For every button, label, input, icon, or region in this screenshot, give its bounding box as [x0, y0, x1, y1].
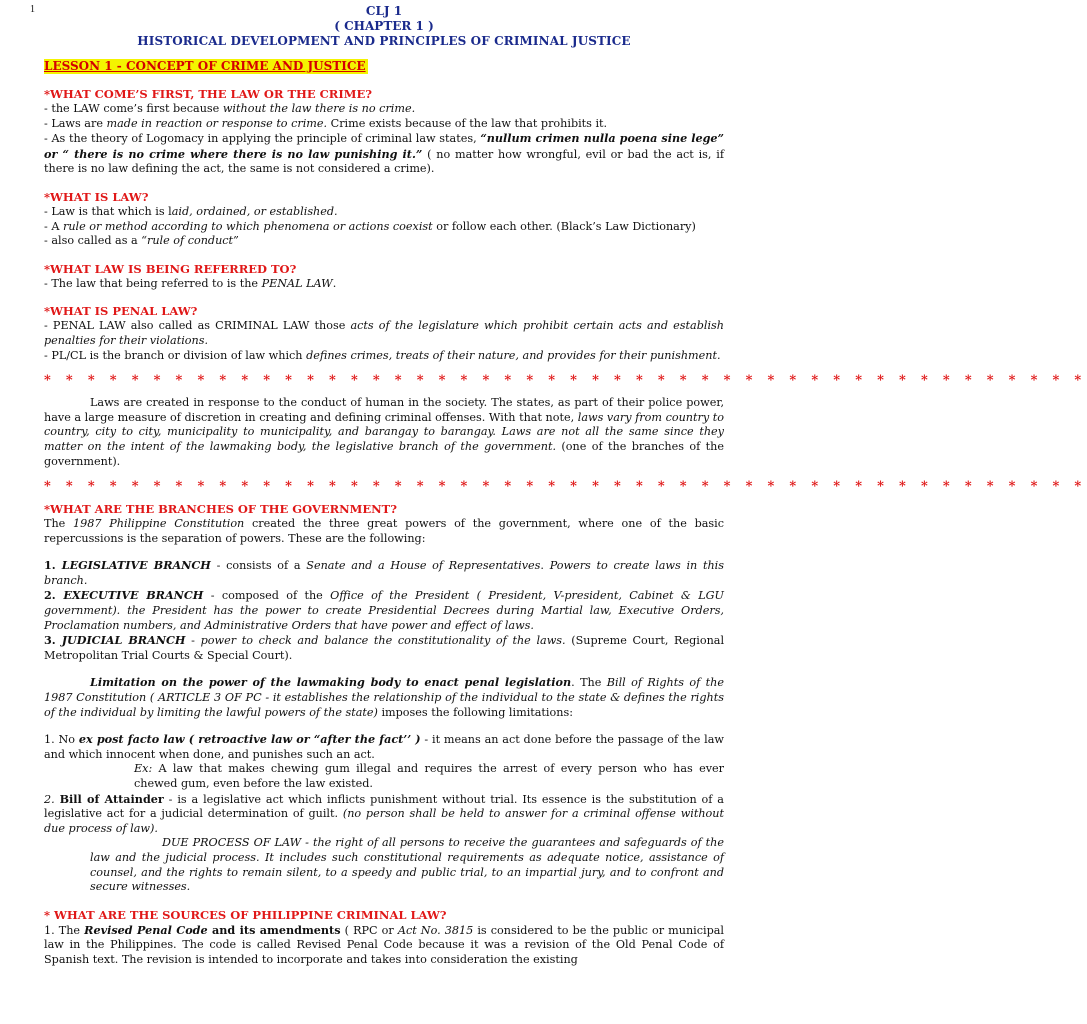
limitation-paragraph: Limitation on the power of the lawmaking body to enact penal legislation. The Bill of Rights of the 1987 Constitution ( ARTICLE 3 OF PC - it establishes the relationship of the individual to the state & defines the rights of the individual by limiting the lawful powers of the state) imposes the following limitations:: [44, 675, 724, 719]
example-chewing-gum: Ex: A law that makes chewing gum illegal and requires the arrest of every person who has ever chewed gum, even before the law existed.: [134, 762, 724, 790]
answer-line: - Law is that which is laid, ordained, or established.: [44, 204, 338, 218]
answer-line: - PENAL LAW also called as CRIMINAL LAW those acts of the legislature which prohibit certain acts and establish penalties for their violations.: [44, 319, 724, 347]
paragraph-laws-created: Laws are created in response to the conduct of human in the society. The states, as part of their police power, have a large measure of discretion in creating and defining criminal offenses. With that note, laws vary from country to country, city to city, municipality to municipality, and barangay to barangay. Laws are not all the same since they matter on the intent of the lawmaking body, the legislative branch of the government. (one of the branches of the government).: [44, 396, 724, 468]
page-number: 1: [30, 4, 35, 15]
answer-line: - A rule or method according to which phenomena or actions coexist or follow each other. (Black’s Law Dictionary): [44, 219, 696, 233]
sources-paragraph: 1. The Revised Penal Code and its amendments ( RPC or Act No. 3815 is considered to be the public or municipal law in the Philippines. The code is called Revised Penal Code because it was a revision of the Old Penal Code of Spanish text. The revision is intended to incorporate and takes into consideration the existing: [44, 922, 724, 966]
answer-line: - The law that being referred to is the PENAL LAW.: [44, 276, 337, 290]
limitation-ex-post-facto: 1. No ex post facto law ( retroactive law or “after the fact’’ ) - it means an act done before the passage of the law and which innocent when done, and punishes such an act.: [44, 732, 725, 761]
question-heading-sources: * WHAT ARE THE SOURCES OF PHILIPPINE CRIMINAL LAW?: [44, 907, 447, 922]
branch-judicial: 3. JUDICIAL BRANCH - power to check and balance the constitutionality of the laws. (Supreme Court, Regional Metropolitan Trial Courts & Special Court).: [44, 633, 725, 662]
answer-line: - also called as a “rule of conduct”: [44, 234, 239, 248]
question-heading-law-referred: *WHAT LAW IS BEING REFERRED TO?: [44, 261, 297, 276]
branches-intro: The 1987 Philippine Constitution created the three great powers of the government, where one of the basic repercussions is the separation of powers. These are the following:: [44, 517, 724, 545]
star-divider: * * * * * * * * * * * * * * * * * * * * * * * * * * * * * * * * * * * * * * * * * * * * * * * *: [44, 479, 1087, 495]
answer-line: - PL/CL is the branch or division of law which defines crimes, treats of their nature, and provides for their punishment.: [44, 348, 721, 362]
chapter-label: ( CHAPTER 1 ): [334, 19, 434, 33]
branch-legislative: 1. LEGISLATIVE BRANCH - consists of a Senate and a House of Representatives. Powers to create laws in this branch.: [44, 558, 724, 587]
answer-line: - the LAW come’s first because without the law there is no crime.: [44, 102, 416, 115]
star-divider: * * * * * * * * * * * * * * * * * * * * * * * * * * * * * * * * * * * * * * * * * * * * * * * *: [44, 373, 1087, 389]
answer-line: - Laws are made in reaction or response to crime. Crime exists because of the law that prohibits it.: [44, 116, 608, 130]
document-page: [44, 4, 1087, 968]
chapter-title: HISTORICAL DEVELOPMENT AND PRINCIPLES OF CRIMINAL JUSTICE: [137, 34, 631, 48]
lesson-title: LESSON 1 - CONCEPT OF CRIME AND JUSTICE: [44, 59, 366, 73]
question-heading-what-is-law: *WHAT IS LAW?: [44, 189, 149, 204]
branch-executive: 2. EXECUTIVE BRANCH - composed of the Office of the President ( President, V-president, Cabinet & LGU government). the President has the power to create Presidential Decrees during Martial law, Executive Orders, Proclamation numbers, and Administrative Orders that have power and effect of laws.: [44, 588, 724, 632]
course-code: CLJ 1: [365, 4, 403, 18]
question-heading-branches: *WHAT ARE THE BRANCHES OF THE GOVERNMENT?: [44, 502, 397, 517]
question-heading-law-or-crime: *WHAT COME’S FIRST, THE LAW OR THE CRIME?: [44, 87, 372, 101]
limitation-bill-of-attainder: 2. Bill of Attainder - is a legislative act which inflicts punishment without trial. Its essence is the substitution of a legislative act for a judicial determination of guilt. (no person shall be held to answer for a criminal offense without due process of law).: [44, 791, 724, 835]
due-process-definition: DUE PROCESS OF LAW - the right of all persons to receive the guarantees and safeguards of the law and the judicial process. It includes such constitutional requirements as adequate notice, assistance of counsel, and the rights to remain silent, to a speedy and public trial, to an impartial jury, and to confront and secure witnesses.: [90, 836, 724, 894]
question-heading-penal-law: *WHAT IS PENAL LAW?: [44, 304, 198, 319]
answer-line: - As the theory of Logomacy in applying the principle of criminal law states, “nullum crimen nulla poena sine lege” or “ there is no crime where there is no law punishing it.” ( no matter how wrongful, evil or bad the act is, if there is no law defining the act, the same is not considered a crime).: [44, 131, 725, 176]
